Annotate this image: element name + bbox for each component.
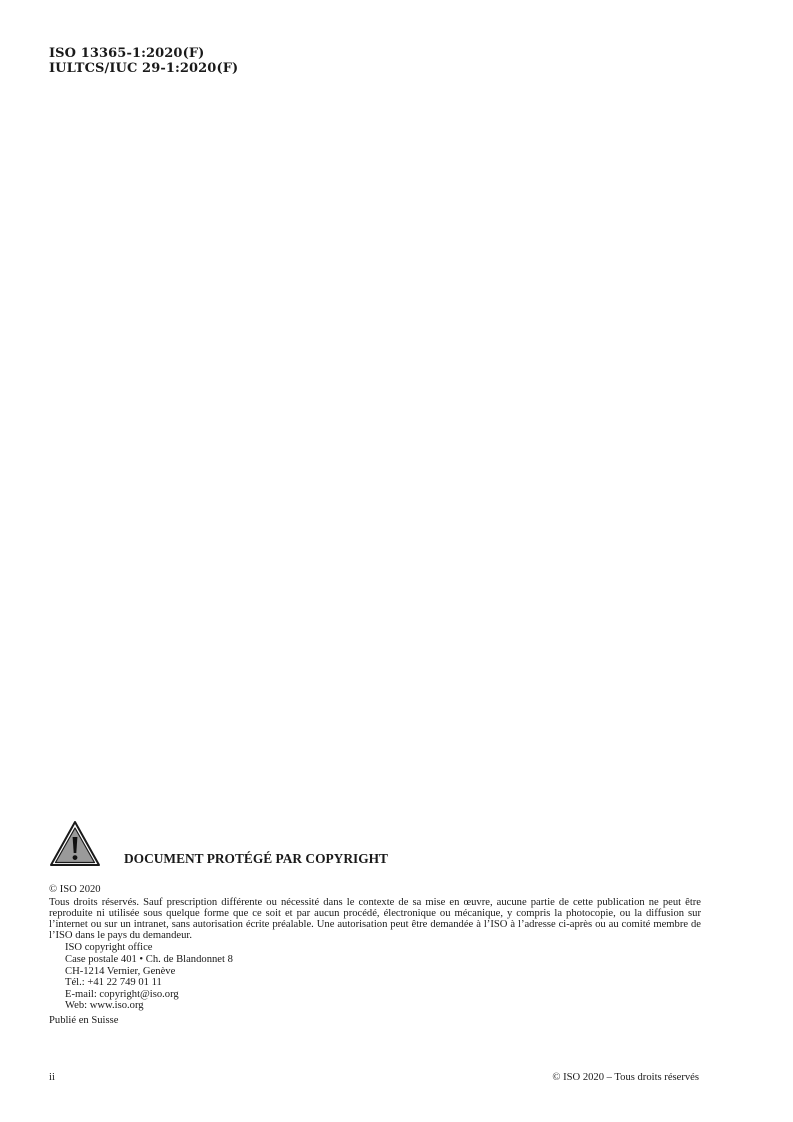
address-line: Tél.: +41 22 749 01 11: [65, 977, 162, 989]
page-number: ii: [49, 1072, 55, 1083]
iso-address: [49, 942, 701, 1012]
address-email: E-mail: copyright@iso.org: [65, 988, 179, 1000]
document-header: [49, 46, 238, 76]
warning-triangle-icon: [49, 820, 101, 868]
copyright-year: © ISO 2020: [49, 884, 101, 895]
address-line: ISO copyright office: [65, 942, 153, 954]
standard-number-iultcs: IULTCS/IUC 29-1:2020(F): [49, 61, 239, 76]
footer-rights: © ISO 2020 – Tous droits réservés: [552, 1072, 699, 1083]
published-in: Publié en Suisse: [49, 1014, 119, 1026]
rights-paragraph: Tous droits réservés. Sauf prescription différente ou nécessité dans le contexte de sa mise en œuvre, aucune partie de cette publication ne peut être reproduite ni utilisée sous quelque forme que ce soit et par aucun procédé, électronique ou mécanique, y compris la photocopie, ou la diffusion sur l’internet ou sur un intranet, sans autorisation écrite préalable. Une autorisation peut être demandée à l’ISO à l’adresse ci-après ou au comité membre de l’ISO dans le pays du demandeur.: [49, 896, 701, 942]
address-line: CH-1214 Vernier, Genève: [65, 965, 176, 977]
copyright-notice: [49, 820, 701, 1027]
copyright-heading-row: [49, 820, 701, 872]
address-line: Case postale 401 • Ch. de Blandonnet 8: [65, 954, 233, 965]
address-web: Web: www.iso.org: [65, 1000, 144, 1012]
copyright-title: DOCUMENT PROTÉGÉ PAR COPYRIGHT: [124, 851, 388, 866]
standard-number: ISO 13365-1:2020(F): [49, 46, 205, 61]
